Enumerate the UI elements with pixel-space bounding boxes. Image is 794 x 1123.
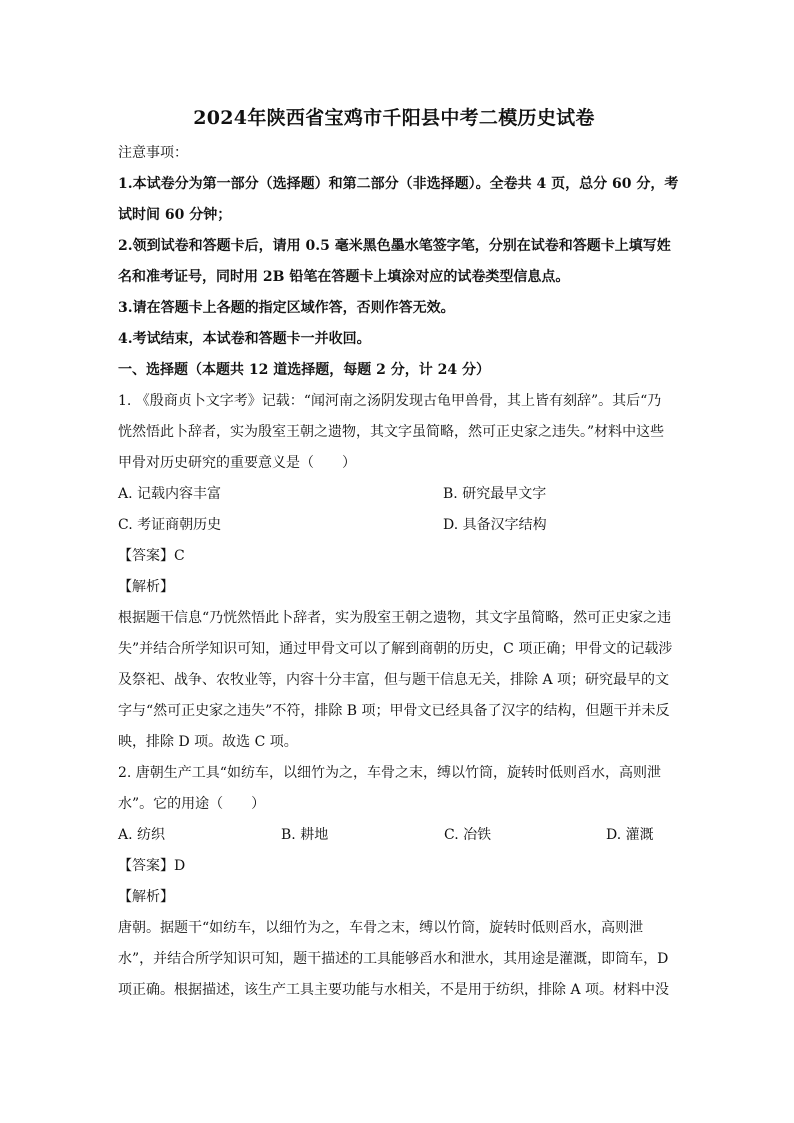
question-2-options (118, 820, 670, 851)
question-1-analysis-line: 及祭祀、战争、农牧业等，内容十分丰富，但与题干信息无关，排除 A 项；研究最早的文 (118, 672, 670, 688)
question-1-stem-line: 1. 《殷商贞卜文字考》记载：“闻河南之汤阴发现古龟甲兽骨，其上皆有刻辞”。其后“乃 (118, 393, 662, 409)
question-2-stem-line: 水”。它的用途（ ） (118, 796, 266, 812)
question-2-option-d: D. 灌溉 (606, 827, 654, 843)
question-1-options (118, 479, 670, 541)
notice-line-1: 1.本试卷分为第一部分（选择题）和第二部分（非选择题）。全卷共 4 页，总分 60 分，考 (118, 176, 679, 192)
question-1-option-a: A. 记载内容丰富 (118, 486, 222, 502)
question-2 (118, 758, 670, 1006)
question-1-stem-line: 恍然悟此卜辞者，实为殷室王朝之遗物，其文字虽简略，然可正史家之违失。”材料中这些 (118, 424, 665, 440)
section-heading: 一、选择题（本题共 12 道选择题，每题 2 分，计 24 分） (118, 362, 490, 378)
question-2-option-a: A. 纺织 (118, 827, 166, 843)
question-2-option-b: B. 耕地 (281, 827, 329, 843)
notice-line-6: 4.考试结束，本试卷和答题卡一并收回。 (118, 331, 371, 347)
question-2-analysis-line: 项正确。根据描述，该生产工具主要功能与水相关，不是用于纺织，排除 A 项。材料中没 (118, 982, 670, 998)
question-1-analysis-line: 字与“然可正史家之违失”不符，排除 B 项；甲骨文已经具备了汉字的结构，但题干并未反 (118, 703, 670, 719)
question-1-analysis-line: 根据题干信息“乃恍然悟此卜辞者，实为殷室王朝之遗物，其文字虽简略，然可正史家之违 (118, 610, 672, 626)
question-2-analysis-line: 唐朝。据题干“如纺车，以细竹为之，车骨之末，缚以竹筒，旋转时低则舀水，高则泄 (118, 920, 644, 936)
notice-line-3: 2.领到试卷和答题卡后，请用 0.5 毫米黑色墨水笔签字笔，分别在试卷和答题卡上填写姓 (118, 238, 671, 254)
question-1-stem-line: 甲骨对历史研究的重要意义是（ ） (118, 455, 356, 471)
question-1-option-c: C. 考证商朝历史 (118, 517, 222, 533)
page-title: 2024年陕西省宝鸡市千阳县中考二模历史试卷 (193, 107, 595, 129)
question-1-analysis-line: 失”并结合所学知识可知，通过甲骨文可以了解到商朝的历史，C 项正确；甲骨文的记载涉 (118, 641, 673, 657)
question-1-analysis-heading: 【解析】 (118, 579, 174, 595)
notice-line-4: 名和准考证号，同时用 2B 铅笔在答题卡上填涂对应的试卷类型信息点。 (118, 269, 570, 285)
notice-line-5: 3.请在答题卡上各题的指定区域作答，否则作答无效。 (118, 300, 455, 316)
question-1-option-b: B. 研究最早文字 (443, 486, 547, 502)
question-1-analysis-line: 映，排除 D 项。故选 C 项。 (118, 734, 298, 750)
question-2-option-c: C. 冶铁 (444, 827, 492, 843)
notice-line-2: 试时间 60 分钟； (118, 207, 232, 223)
question-2-analysis-line: 水”，并结合所学知识可知，题干描述的工具能够舀水和泄水，其用途是灌溉，即筒车，D (118, 951, 669, 967)
notice-heading: 注意事项： (118, 145, 188, 161)
question-2-analysis-heading: 【解析】 (118, 889, 174, 905)
question-1-option-d: D. 具备汉字结构 (443, 517, 547, 533)
question-1-answer: 【答案】C (118, 548, 185, 564)
question-2-answer: 【答案】D (118, 858, 186, 874)
question-1 (118, 386, 673, 758)
question-2-stem-line: 2. 唐朝生产工具“如纺车，以细竹为之，车骨之末，缚以竹筒，旋转时低则舀水，高则泄 (118, 765, 661, 781)
